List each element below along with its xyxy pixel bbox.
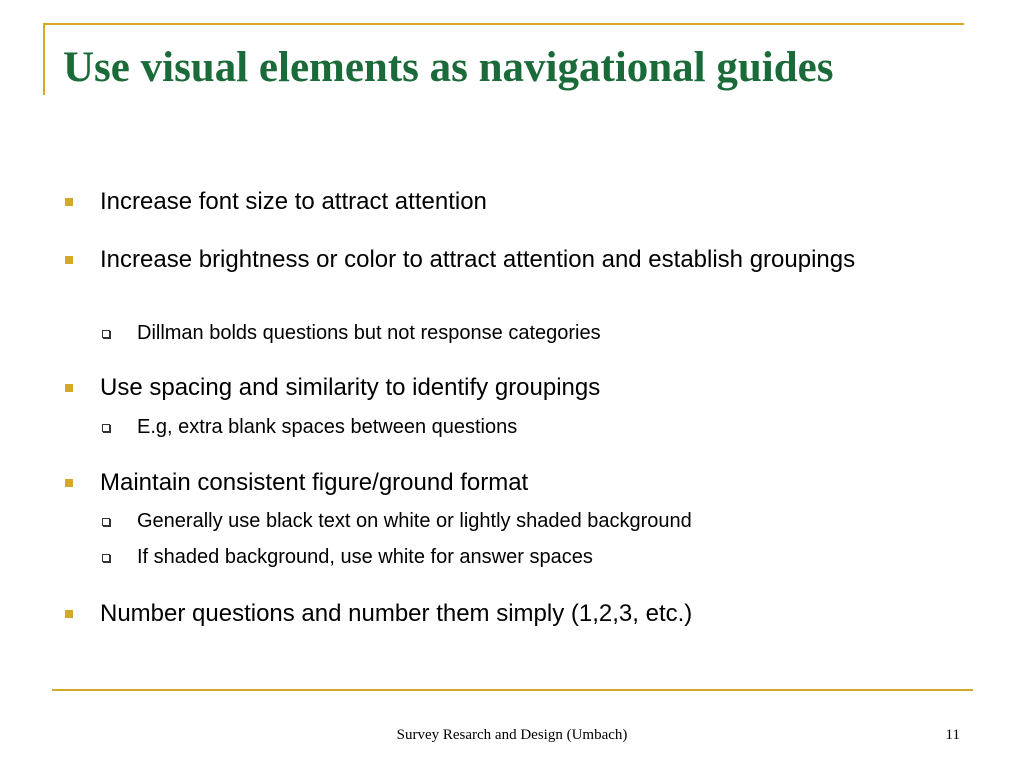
hollow-square-bullet-icon — [102, 330, 110, 338]
bullet-text: Increase brightness or color to attract attention and establish groupings — [100, 246, 856, 273]
square-bullet-icon — [65, 198, 73, 206]
sub-bullet-item — [137, 319, 937, 347]
bullet-text: Use spacing and similarity to identify groupings — [100, 374, 601, 401]
sub-bullet-text: If shaded background, use white for answer spaces — [137, 546, 593, 568]
square-bullet-icon — [65, 256, 73, 264]
slide-title: Use visual elements as navigational guides — [63, 44, 834, 91]
page-number: 11 — [945, 727, 960, 743]
sub-bullet-item — [137, 507, 937, 535]
bullet-text: Number questions and number them simply (1,2,3, etc.) — [100, 600, 693, 627]
square-bullet-icon — [65, 479, 73, 487]
sub-bullet-text: E.g, extra blank spaces between questions — [137, 416, 518, 438]
sub-bullet-item — [137, 413, 937, 441]
hollow-square-bullet-icon — [102, 554, 110, 562]
square-bullet-icon — [65, 384, 73, 392]
bullet-item — [100, 371, 920, 405]
hollow-square-bullet-icon — [102, 424, 110, 432]
footer-rule — [52, 689, 973, 691]
sub-bullet-text: Generally use black text on white or lightly shaded background — [137, 510, 692, 532]
footer-text: Survey Resarch and Design (Umbach) — [396, 727, 628, 743]
bullet-text: Maintain consistent figure/ground format — [100, 469, 529, 496]
bullet-text: Increase font size to attract attention — [100, 188, 487, 215]
bullet-item — [100, 185, 920, 219]
sub-bullet-item — [137, 543, 937, 571]
bullet-item — [100, 466, 920, 500]
hollow-square-bullet-icon — [102, 518, 110, 526]
bullet-item — [100, 243, 920, 277]
square-bullet-icon — [65, 610, 73, 618]
bullet-item — [100, 597, 920, 631]
sub-bullet-text: Dillman bolds questions but not response categories — [137, 322, 601, 344]
